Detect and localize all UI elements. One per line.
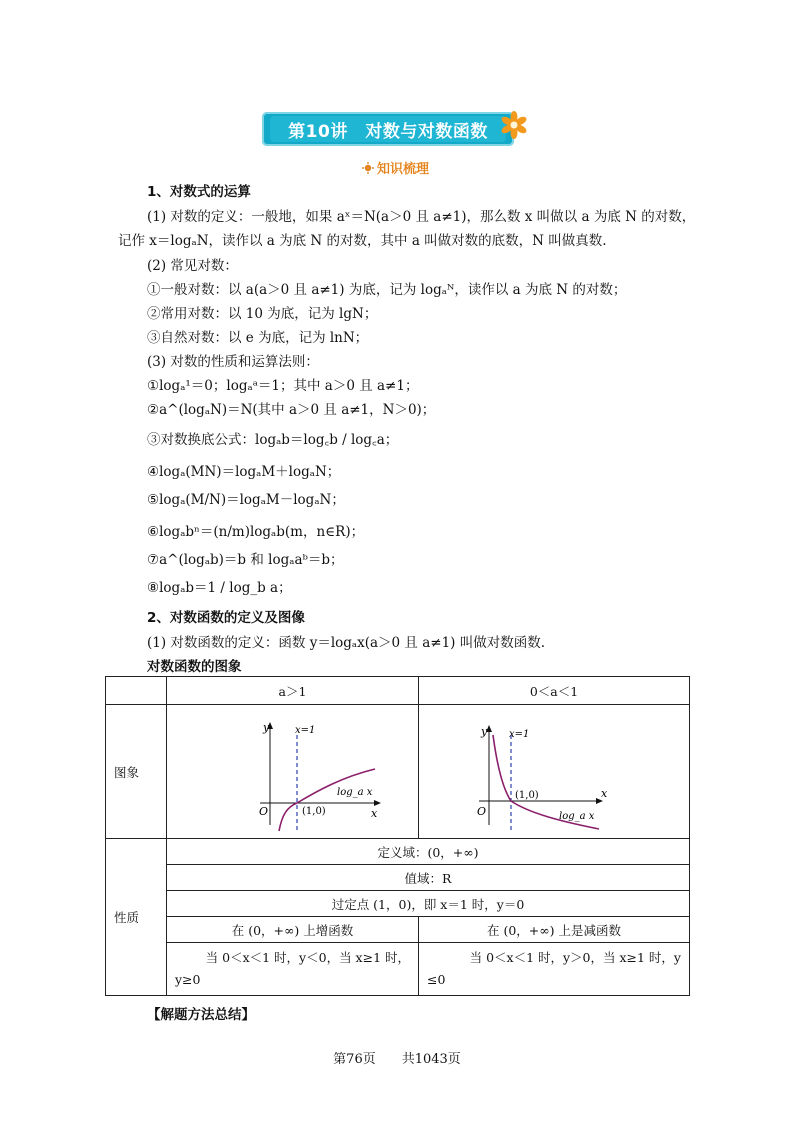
paragraph-function-def: (1) 对数函数的定义：函数 y＝logₐx(a＞0 且 a≠1) 叫做对数函数.	[147, 635, 546, 651]
property-sign-decreasing	[419, 943, 690, 996]
row-label-properties: 性质	[106, 839, 167, 996]
section-heading	[362, 158, 429, 177]
rule-7: ⑦a^(logₐb)＝b 和 logₐaᵇ＝b；	[147, 552, 344, 568]
flower-icon	[500, 110, 528, 140]
method-summary-heading: 【解题方法总结】	[147, 1007, 255, 1023]
chapter-banner	[262, 112, 514, 146]
sign-increasing-line1: 当 0＜x＜1 时，y＜0，当 x≥1 时，	[205, 950, 410, 965]
section-title: 知识梳理	[377, 162, 430, 177]
graph2-x1-label: x=1	[509, 729, 530, 740]
graph-caption: 对数函数的图象	[147, 659, 242, 675]
chapter-title: 第10讲 对数与对数函数	[270, 116, 506, 142]
item-common-log: ②常用对数：以 10 为底，记为 lgN；	[147, 306, 378, 322]
graph2-y-label: y	[481, 725, 488, 738]
paragraph-definition-2: 记作 x＝logₐN，读作以 a 为底 N 的对数，其中 a 叫做对数的底数，N 叫做真数.	[118, 233, 607, 249]
table-corner-cell	[106, 677, 167, 705]
rule-3: ③对数换底公式：logₐb＝log꜀b / log꜀a；	[147, 432, 399, 448]
graph-x-label: x	[371, 807, 378, 820]
header-a-greater-1: a＞1	[167, 677, 419, 705]
graph-x1-label: x=1	[295, 725, 316, 736]
graph-cell-increasing	[167, 705, 419, 839]
graph2-origin-label: O	[477, 805, 487, 818]
item-general-log: ①一般对数：以 a(a＞0 且 a≠1) 为底，记为 logₐᴺ，读作以 a 为底 N 的对数；	[147, 282, 627, 298]
item-natural-log: ③自然对数：以 e 为底，记为 lnN；	[147, 330, 369, 346]
graph2-point-label: (1,0)	[515, 790, 539, 801]
header-a-between-0-1: 0＜a＜1	[419, 677, 690, 705]
rule-1: ①logₐ¹＝0；logₐᵃ＝1；其中 a＞0 且 a≠1；	[147, 378, 419, 394]
property-fixed-point: 过定点 (1，0)，即 x＝1 时，y＝0	[167, 891, 690, 917]
paragraph-properties: (3) 对数的性质和运算法则：	[147, 354, 319, 370]
decreasing-log-graph	[419, 705, 689, 835]
property-decreasing: 在 (0，+∞) 上是减函数	[419, 917, 690, 943]
graph-origin-label: O	[259, 805, 269, 818]
property-domain: 定义域：(0，+∞)	[167, 839, 690, 865]
graph2-x-label: x	[601, 787, 608, 800]
rule-5: ⑤logₐ(M/N)＝logₐM－logₐN；	[147, 492, 345, 508]
rule-4: ④logₐ(MN)＝logₐM＋logₐN；	[147, 464, 341, 480]
page-footer: 第76页 共1043页	[333, 1052, 461, 1067]
log-function-table	[105, 676, 690, 996]
graph-function-label: log_a x	[337, 787, 373, 798]
property-increasing: 在 (0，+∞) 上增函数	[167, 917, 419, 943]
graph2-function-label: log_a x	[559, 811, 595, 822]
paragraph-common-logs: (2) 常见对数：	[147, 258, 238, 274]
rule-8: ⑧logₐb＝1 / log_b a；	[147, 580, 292, 596]
property-range: 值域：R	[167, 865, 690, 891]
rule-6: ⑥logₐbⁿ＝(n/m)logₐb(m，n∈R)；	[147, 524, 365, 540]
rule-2: ②a^(logₐN)＝N(其中 a＞0 且 a≠1，N＞0)；	[147, 402, 436, 418]
row-label-graph: 图象	[106, 705, 167, 839]
paragraph-definition-1: (1) 对数的定义：一般地，如果 aˣ＝N(a＞0 且 a≠1)，那么数 x 叫做以 a 为底 N 的对数，	[147, 209, 696, 225]
graph-y-label: y	[263, 721, 270, 734]
sign-decreasing-line2: ≤0	[427, 972, 446, 987]
sign-decreasing-line1: 当 0＜x＜1 时，y＞0，当 x≥1 时，y	[469, 950, 681, 965]
property-sign-increasing	[167, 943, 419, 996]
heading-2: 2、对数函数的定义及图像	[147, 610, 305, 626]
sign-increasing-line2: y≥0	[175, 972, 201, 987]
increasing-log-graph	[167, 705, 418, 835]
graph-cell-decreasing	[419, 705, 690, 839]
sun-icon	[362, 162, 374, 174]
heading-1: 1、对数式的运算	[147, 184, 251, 200]
graph-point-label: (1,0)	[302, 806, 326, 817]
